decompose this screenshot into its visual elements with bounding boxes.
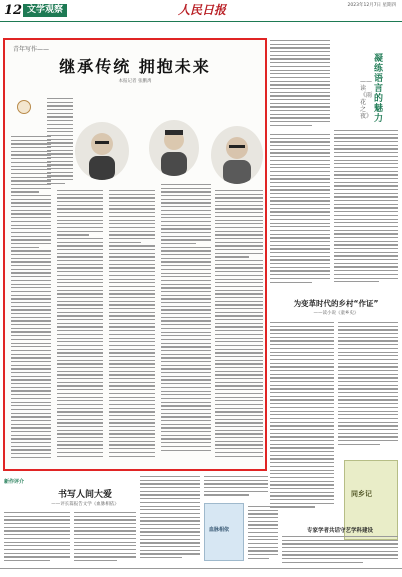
bottom-headline[interactable]: 书写人间大爱 bbox=[57, 490, 112, 500]
author-portrait-3 bbox=[211, 126, 263, 184]
right-lower-subtitle: ——读小说《童乡史》 bbox=[313, 311, 359, 316]
right-lower-text-1 bbox=[270, 322, 334, 518]
masthead-rule bbox=[0, 21, 402, 22]
page-number: 12 bbox=[4, 3, 23, 18]
masthead bbox=[0, 0, 402, 22]
right-column-subtitle: ——读《雨花之夜》 bbox=[360, 78, 373, 120]
bottom-text-1 bbox=[4, 512, 70, 566]
bottom-subtitle: ——评长篇报告文学《血脉相依》 bbox=[51, 502, 119, 507]
bottom-text-6 bbox=[282, 536, 398, 566]
newspaper-logo: 人民日报 bbox=[178, 3, 227, 17]
right-column-text-mid bbox=[270, 134, 330, 292]
right-lower-text-2 bbox=[338, 322, 398, 454]
right-lower-headline[interactable]: 为变革时代的乡村“作证” bbox=[293, 299, 379, 308]
bottom-text-4 bbox=[204, 476, 268, 500]
author-portrait-1 bbox=[75, 122, 129, 180]
feature-byline: 本报记者 张鹏禹 bbox=[118, 79, 152, 84]
text-column-5 bbox=[215, 190, 263, 466]
issue-date: 2023年12月7日 星期四 bbox=[347, 3, 396, 8]
bottom-text-5 bbox=[248, 506, 278, 566]
bottom-text-2 bbox=[74, 512, 136, 566]
feature-kicker: 青年写作—— bbox=[13, 46, 50, 53]
section-label: 新作评介 bbox=[4, 479, 25, 485]
feature-headline: 继承传统 拥抱未来 bbox=[59, 57, 211, 76]
author-portrait-2 bbox=[149, 120, 199, 176]
book-cover-xuemai bbox=[204, 503, 244, 561]
text-column-2 bbox=[57, 190, 103, 466]
badge-icon bbox=[17, 100, 31, 114]
text-column-1 bbox=[11, 136, 51, 466]
right-column-headline: 凝练语言的魅力 bbox=[374, 54, 384, 124]
feature-article[interactable] bbox=[3, 38, 267, 471]
page-footer bbox=[0, 568, 402, 577]
text-column-4 bbox=[161, 184, 211, 466]
text-column-3 bbox=[109, 190, 155, 466]
bottom-text-3 bbox=[140, 476, 200, 566]
book-cover-title: 血脉相依 bbox=[209, 527, 230, 533]
section-title: 文学观察 bbox=[23, 4, 67, 17]
book-cover-title: 同乡记 bbox=[351, 490, 372, 498]
right-column-text-right bbox=[334, 130, 398, 292]
mid-headline[interactable]: 专家学者共话守艺学科建设 bbox=[306, 528, 373, 534]
